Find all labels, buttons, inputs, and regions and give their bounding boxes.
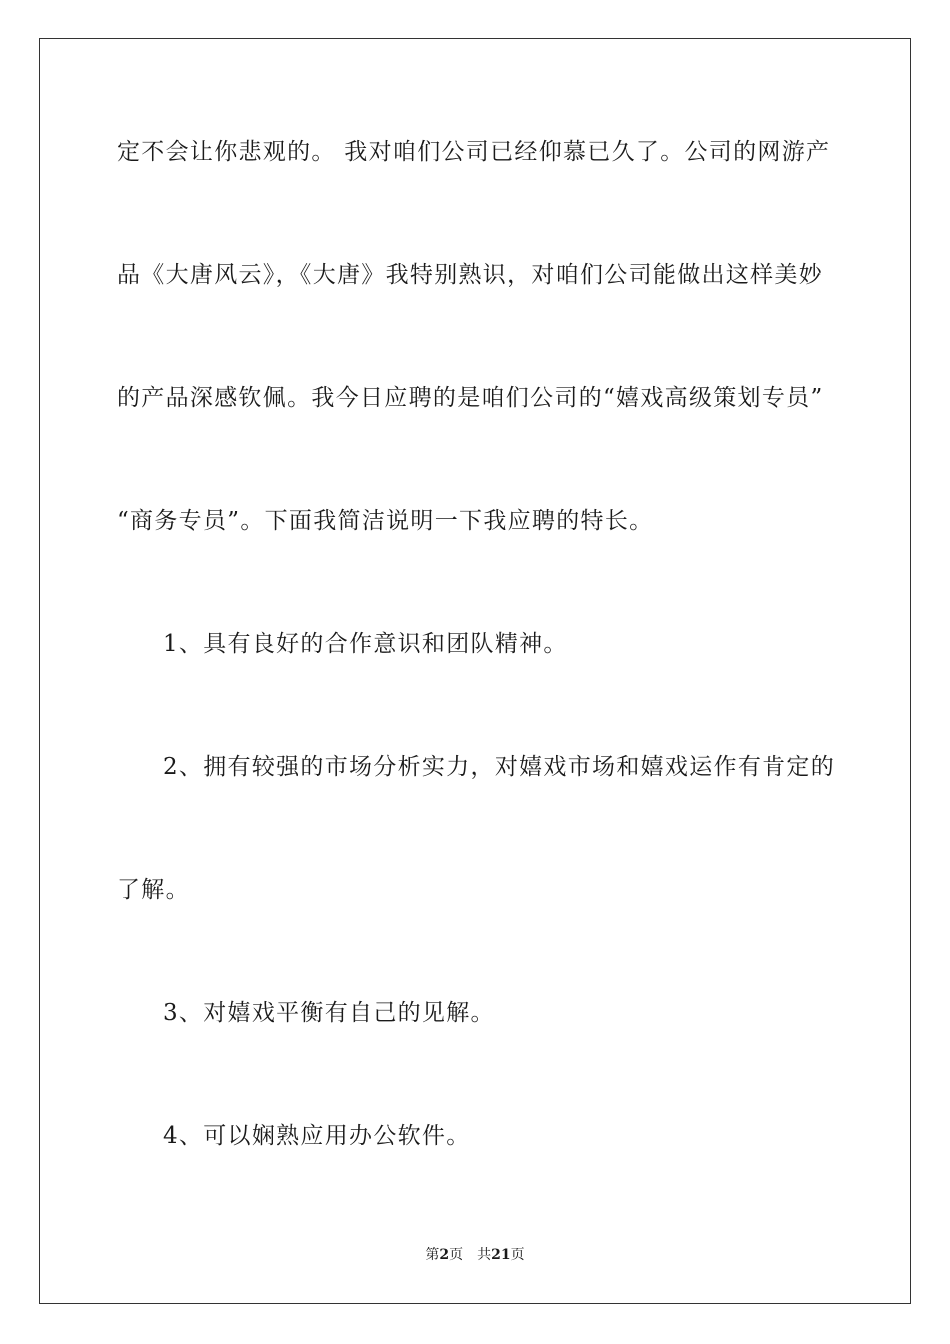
body-text-line-3: 的产品深感钦佩。我今日应聘的是咱们公司的“嬉戏高级策划专员”	[117, 385, 824, 411]
body-text-line-4: “商务专员”。下面我简洁说明一下我应聘的特长。	[117, 508, 654, 534]
list-item-3: 3、对嬉戏平衡有自己的见解。	[163, 1000, 495, 1026]
list-item-2: 2、拥有较强的市场分析实力，对嬉戏市场和嬉戏运作有肯定的	[163, 754, 836, 780]
total-page-count: 21	[491, 1247, 511, 1263]
page-footer	[0, 1246, 950, 1264]
body-text-line-1: 定不会让你悲观的。 我对咱们公司已经仰慕已久了。公司的网游产	[117, 139, 831, 165]
list-item-2-continued: 了解。	[117, 877, 190, 903]
body-text-line-2: 品《大唐风云》，《大唐》我特别熟识，对咱们公司能做出这样美妙	[117, 262, 823, 288]
total-label-prefix: 共	[477, 1247, 492, 1263]
list-item-4: 4、可以娴熟应用办公软件。	[163, 1123, 471, 1149]
list-item-1: 1、具有良好的合作意识和团队精神。	[163, 631, 568, 657]
page-label-prefix: 第	[425, 1247, 440, 1263]
page-border	[39, 38, 911, 1304]
page-label-suffix: 页	[449, 1247, 464, 1263]
total-label-suffix: 页	[510, 1247, 525, 1263]
current-page-number: 2	[439, 1247, 450, 1263]
